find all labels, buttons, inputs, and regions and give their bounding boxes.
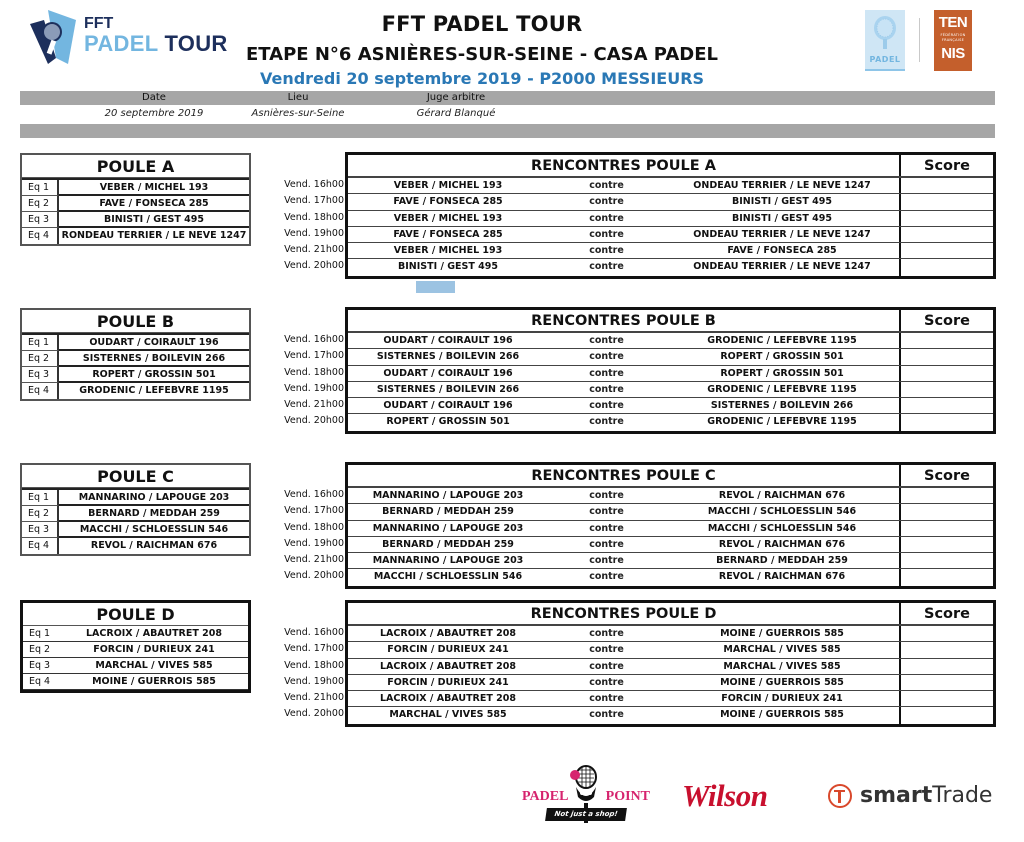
team-name: ROPERT / GROSSIN 501: [59, 367, 249, 383]
score-cell[interactable]: [901, 569, 993, 585]
smarttrade-icon: [828, 784, 852, 808]
poule-title: POULE D: [23, 603, 248, 626]
padel-logo-label: PADEL: [869, 55, 901, 64]
team-name: FAVE / FONSECA 285: [59, 196, 249, 212]
info-header-lieu: Lieu: [287, 92, 309, 103]
rencontres-title: RENCONTRES POULE D: [348, 603, 901, 624]
match-team2: REVOL / RAICHMAN 676: [665, 569, 901, 585]
contre-label: contre: [589, 335, 624, 346]
match-row: [348, 178, 993, 194]
contre-label: contre: [589, 416, 624, 428]
match-time: Vend. 19h00: [284, 675, 344, 687]
score-header: Score: [924, 468, 970, 484]
match-time: Vend. 18h00: [284, 211, 344, 223]
poule-d-teams: [20, 600, 251, 693]
match-team1: MARCHAL / VIVES 585: [389, 709, 507, 721]
match-time: Vend. 21h00: [284, 692, 344, 704]
match-team2: REVOL / RAICHMAN 676: [665, 488, 901, 503]
score-header: Score: [924, 313, 970, 329]
match-team1: OUDART / COIRAULT 196: [383, 400, 513, 412]
rencontres-title: RENCONTRES POULE B: [348, 310, 901, 331]
team-row: [22, 351, 249, 367]
score-cell[interactable]: [901, 211, 993, 226]
info-header-date: Date: [142, 92, 166, 103]
match-team2: ONDEAU TERRIER / LE NEVE 1247: [665, 259, 901, 275]
match-row: [348, 691, 993, 707]
contre-label: contre: [589, 555, 624, 567]
team-eq: Eq 4: [23, 674, 60, 690]
team-row: [22, 490, 249, 506]
match-team1: FORCIN / DURIEUX 241: [387, 676, 509, 688]
padel-point-left: PADEL: [522, 789, 569, 804]
team-eq: Eq 3: [23, 658, 60, 674]
match-team1: FORCIN / DURIEUX 241: [387, 644, 509, 656]
match-team2: MARCHAL / VIVES 585: [665, 659, 901, 674]
match-row: [348, 642, 993, 658]
match-team1: VEBER / MICHEL 193: [393, 212, 503, 224]
info-header-juge: Juge arbitre: [426, 92, 486, 103]
match-time: Vend. 20h00: [284, 415, 344, 427]
score-cell[interactable]: [901, 227, 993, 242]
team-row: [22, 538, 249, 554]
logo-text-fft: FFT: [84, 15, 114, 32]
match-time: Vend. 19h00: [284, 227, 344, 239]
poule-title: POULE C: [22, 465, 249, 488]
poule-b-teams: [20, 308, 251, 401]
contre-label: contre: [589, 522, 624, 534]
contre-label: contre: [589, 660, 624, 672]
match-row: [348, 553, 993, 569]
match-team1: MANNARINO / LAPOUGE 203: [372, 490, 524, 501]
smarttrade-normal: Trade: [932, 783, 993, 808]
match-team1: ROPERT / GROSSIN 501: [386, 416, 510, 428]
score-cell[interactable]: [901, 659, 993, 674]
match-row: [348, 194, 993, 210]
event-line: Vendredi 20 septembre 2019 - P2000 MESSIEURS: [259, 69, 705, 88]
contre-label: contre: [589, 571, 624, 583]
team-eq: Eq 2: [22, 506, 59, 522]
tennis-logo-bottom: NIS: [941, 45, 965, 62]
match-row: [348, 675, 993, 691]
match-time: Vend. 16h00: [284, 627, 344, 638]
match-team1: LACROIX / ABAUTRET 208: [380, 693, 516, 705]
match-row: [348, 349, 993, 365]
poule-c-times: [270, 487, 344, 585]
team-eq: Eq 3: [22, 367, 59, 383]
match-row: [348, 626, 993, 642]
contre-label: contre: [589, 709, 624, 721]
team-eq: Eq 4: [22, 228, 59, 244]
match-row: [348, 366, 993, 382]
team-name: MACCHI / SCHLOESSLIN 546: [59, 522, 249, 538]
match-time: Vend. 16h00: [284, 334, 344, 345]
match-team1: BINISTI / GEST 495: [398, 261, 498, 273]
team-name: BINISTI / GEST 495: [59, 212, 249, 228]
padel-point-right: POINT: [605, 789, 650, 804]
match-time: Vend. 17h00: [284, 195, 344, 207]
match-time: Vend. 16h00: [284, 489, 344, 500]
score-cell[interactable]: [901, 626, 993, 641]
team-name: MANNARINO / LAPOUGE 203: [59, 490, 249, 506]
match-team1: FAVE / FONSECA 285: [393, 196, 503, 208]
match-team1: SISTERNES / BOILEVIN 266: [376, 383, 520, 395]
match-team2: BERNARD / MEDDAH 259: [665, 553, 901, 568]
team-row: [22, 383, 249, 399]
match-time: Vend. 18h00: [284, 366, 344, 378]
sponsor-padel-point-logo: [522, 765, 650, 827]
match-team1: BERNARD / MEDDAH 259: [382, 538, 514, 550]
score-cell[interactable]: [901, 642, 993, 657]
logo-text-padel: PADEL: [84, 31, 159, 56]
match-team1: FAVE / FONSECA 285: [393, 228, 503, 240]
team-row: [22, 196, 249, 212]
score-cell[interactable]: [901, 178, 993, 193]
match-time: Vend. 21h00: [284, 554, 344, 566]
match-team2: ONDEAU TERRIER / LE NEVE 1247: [665, 178, 901, 193]
team-name: VEBER / MICHEL 193: [59, 180, 249, 196]
match-team1: OUDART / COIRAULT 196: [383, 335, 513, 346]
team-row: [23, 674, 248, 690]
contre-label: contre: [589, 180, 624, 191]
smarttrade-bold: smart: [860, 783, 933, 808]
match-time: Vend. 18h00: [284, 521, 344, 533]
score-header: Score: [924, 606, 970, 622]
match-team2: BINISTI / GEST 495: [665, 211, 901, 226]
team-row: [22, 506, 249, 522]
sponsor-smarttrade-logo: [828, 783, 992, 808]
match-time: Vend. 20h00: [284, 260, 344, 272]
score-cell[interactable]: [901, 259, 993, 275]
team-eq: Eq 4: [22, 538, 59, 554]
team-eq: Eq 2: [22, 196, 59, 212]
team-row: [22, 228, 249, 244]
match-time: Vend. 20h00: [284, 570, 344, 582]
match-time: Vend. 21h00: [284, 399, 344, 411]
team-name: RONDEAU TERRIER / LE NEVE 1247: [61, 230, 247, 241]
team-name: LACROIX / ABAUTRET 208: [60, 626, 248, 642]
team-name: MARCHAL / VIVES 585: [60, 658, 248, 674]
contre-label: contre: [589, 628, 624, 639]
match-team2: FORCIN / DURIEUX 241: [665, 691, 901, 706]
contre-label: contre: [589, 212, 624, 224]
score-cell[interactable]: [901, 194, 993, 209]
match-team2: ROPERT / GROSSIN 501: [665, 349, 901, 364]
match-row: [348, 243, 993, 259]
contre-label: contre: [589, 506, 624, 518]
match-time: Vend. 19h00: [284, 382, 344, 394]
team-name: SISTERNES / BOILEVIN 266: [59, 351, 249, 367]
team-row: [22, 335, 249, 351]
info-footer-band: [20, 124, 995, 138]
poule-a-times: [270, 177, 344, 275]
match-team1: SISTERNES / BOILEVIN 266: [376, 351, 520, 363]
match-team1: LACROIX / ABAUTRET 208: [380, 628, 516, 639]
poule-c-matches: [345, 462, 996, 589]
match-row: [348, 398, 993, 414]
selection-marker: [416, 281, 455, 293]
match-row: [348, 211, 993, 227]
team-eq: Eq 1: [22, 335, 59, 351]
team-name: REVOL / RAICHMAN 676: [90, 540, 218, 551]
team-eq: Eq 2: [23, 642, 60, 658]
team-eq: Eq 1: [22, 490, 59, 506]
team-name: MOINE / GUERROIS 585: [60, 674, 248, 690]
team-row: [22, 212, 249, 228]
match-row: [348, 521, 993, 537]
match-team2: MOINE / GUERROIS 585: [665, 707, 901, 723]
match-row: [348, 537, 993, 553]
match-time: Vend. 21h00: [284, 244, 344, 256]
match-team1: MACCHI / SCHLOESSLIN 546: [373, 571, 523, 583]
match-team2: BINISTI / GEST 495: [665, 194, 901, 209]
contre-label: contre: [589, 538, 624, 550]
contre-label: contre: [589, 383, 624, 395]
poule-a-teams: [20, 153, 251, 246]
match-row: [348, 227, 993, 243]
contre-label: contre: [589, 351, 624, 363]
score-cell[interactable]: [901, 349, 993, 364]
padel-racket-icon: [865, 12, 905, 52]
info-value-juge: Gérard Blanqué: [416, 108, 496, 119]
team-eq: Eq 3: [22, 522, 59, 538]
match-team2: ONDEAU TERRIER / LE NEVE 1247: [665, 227, 901, 242]
score-cell[interactable]: [901, 398, 993, 413]
team-name: FORCIN / DURIEUX 241: [60, 642, 248, 658]
logo-text-tour: TOUR: [164, 31, 228, 56]
contre-label: contre: [589, 693, 624, 705]
match-row: [348, 333, 993, 349]
team-row: [22, 367, 249, 383]
match-team1: OUDART / COIRAULT 196: [383, 367, 513, 379]
match-time: Vend. 16h00: [284, 179, 344, 190]
poule-a-matches: [345, 152, 996, 279]
match-team2: FAVE / FONSECA 285: [665, 243, 901, 258]
team-eq: Eq 3: [22, 212, 59, 228]
match-time: Vend. 17h00: [284, 505, 344, 517]
match-team2: MOINE / GUERROIS 585: [665, 626, 901, 641]
poule-c-teams: [20, 463, 251, 556]
match-team2: REVOL / RAICHMAN 676: [665, 537, 901, 552]
team-eq: Eq 2: [22, 351, 59, 367]
match-team1: LACROIX / ABAUTRET 208: [380, 660, 516, 672]
tennis-logo-middle: FÉDÉRATION FRANÇAISE: [940, 33, 966, 42]
score-cell[interactable]: [901, 553, 993, 568]
score-cell[interactable]: [901, 243, 993, 258]
page-title: FFT PADEL TOUR: [381, 12, 583, 36]
sponsor-wilson-logo: Wilson: [682, 778, 768, 813]
match-team2: SISTERNES / BOILEVIN 266: [665, 398, 901, 413]
team-eq: Eq 1: [23, 626, 60, 642]
match-row: [348, 414, 993, 430]
match-team2: GRODENIC / LEFEBVRE 1195: [665, 382, 901, 397]
team-row: [22, 180, 249, 196]
contre-label: contre: [589, 367, 624, 379]
contre-label: contre: [589, 228, 624, 240]
poule-b-matches: [345, 307, 996, 434]
match-team2: MARCHAL / VIVES 585: [665, 642, 901, 657]
tennis-logo-top: TEN: [938, 14, 968, 31]
padel-point-tagline: Not just a shop!: [545, 808, 627, 821]
contre-label: contre: [589, 196, 624, 208]
match-row: [348, 259, 993, 275]
score-cell[interactable]: [901, 414, 993, 430]
match-row: [348, 707, 993, 723]
team-row: [23, 658, 248, 674]
contre-label: contre: [589, 261, 624, 273]
match-time: Vend. 19h00: [284, 537, 344, 549]
team-eq: Eq 4: [22, 383, 59, 399]
match-row: [348, 488, 993, 504]
score-cell[interactable]: [901, 366, 993, 381]
page-subtitle: ETAPE N°6 ASNIÈRES-SUR-SEINE - CASA PADEL: [246, 44, 718, 65]
rencontres-title: RENCONTRES POULE A: [348, 155, 901, 176]
contre-label: contre: [589, 245, 624, 257]
poule-d-matches: [345, 600, 996, 727]
match-row: [348, 659, 993, 675]
match-team2: MACCHI / SCHLOESSLIN 546: [665, 504, 901, 519]
score-cell[interactable]: [901, 537, 993, 552]
match-time: Vend. 20h00: [284, 708, 344, 720]
team-name: GRODENIC / LEFEBVRE 1195: [79, 385, 229, 396]
team-name: BERNARD / MEDDAH 259: [59, 506, 249, 522]
match-team2: GRODENIC / LEFEBVRE 1195: [665, 333, 901, 348]
score-cell[interactable]: [901, 675, 993, 690]
match-team1: BERNARD / MEDDAH 259: [382, 506, 514, 518]
match-team2: GRODENIC / LEFEBVRE 1195: [665, 414, 901, 430]
score-cell[interactable]: [901, 504, 993, 519]
score-cell[interactable]: [901, 488, 993, 503]
fft-tennis-logo: [934, 10, 972, 71]
match-team1: VEBER / MICHEL 193: [393, 180, 503, 191]
score-cell[interactable]: [901, 707, 993, 723]
contre-label: contre: [589, 644, 624, 656]
info-value-date: 20 septembre 2019: [104, 108, 204, 119]
match-time: Vend. 18h00: [284, 659, 344, 671]
logo-separator: [919, 18, 920, 62]
match-team1: VEBER / MICHEL 193: [393, 245, 503, 257]
match-row: [348, 382, 993, 398]
team-eq: Eq 1: [22, 180, 59, 196]
team-row: [23, 626, 248, 642]
score-cell[interactable]: [901, 521, 993, 536]
contre-label: contre: [589, 400, 624, 412]
poule-title: POULE B: [22, 310, 249, 333]
match-team2: MOINE / GUERROIS 585: [665, 675, 901, 690]
score-header: Score: [924, 158, 970, 174]
score-cell[interactable]: [901, 382, 993, 397]
match-team2: MACCHI / SCHLOESSLIN 546: [665, 521, 901, 536]
info-value-lieu: Asnières-sur-Seine: [251, 108, 345, 119]
rencontres-title: RENCONTRES POULE C: [348, 465, 901, 486]
poule-title: POULE A: [22, 155, 249, 178]
match-row: [348, 569, 993, 585]
match-row: [348, 504, 993, 520]
match-team1: MANNARINO / LAPOUGE 203: [372, 522, 524, 534]
team-row: [22, 522, 249, 538]
contre-label: contre: [589, 490, 624, 501]
score-cell[interactable]: [901, 691, 993, 706]
poule-b-times: [270, 332, 344, 430]
match-time: Vend. 17h00: [284, 643, 344, 655]
poule-d-times: [270, 625, 344, 723]
padel-logo: [865, 10, 905, 71]
team-name: OUDART / COIRAULT 196: [59, 335, 249, 351]
team-row: [23, 642, 248, 658]
match-team1: MANNARINO / LAPOUGE 203: [372, 555, 524, 567]
contre-label: contre: [589, 676, 624, 688]
match-time: Vend. 17h00: [284, 350, 344, 362]
match-team2: ROPERT / GROSSIN 501: [665, 366, 901, 381]
score-cell[interactable]: [901, 333, 993, 348]
